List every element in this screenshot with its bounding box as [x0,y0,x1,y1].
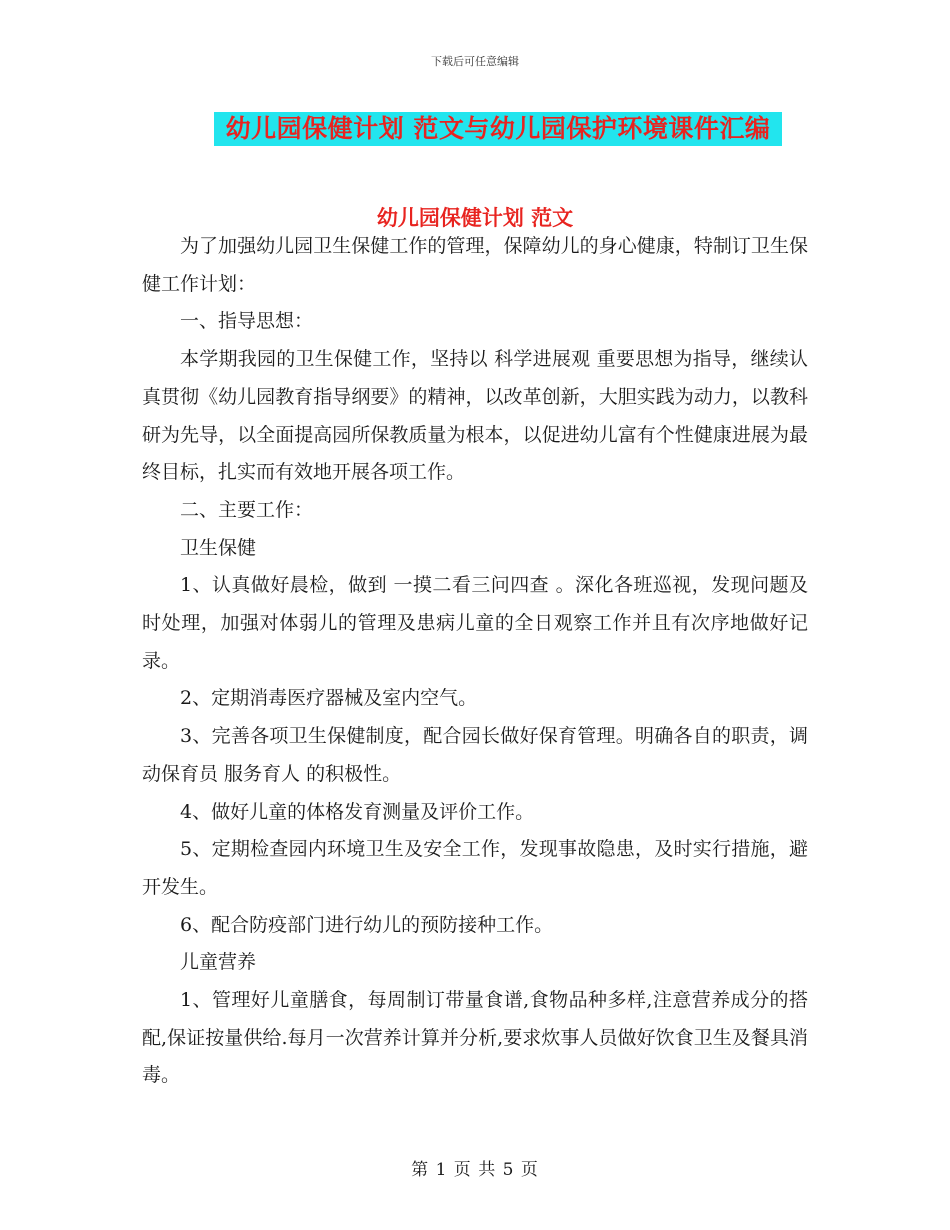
paragraph: 3、完善各项卫生保健制度，配合园长做好保育管理。明确各自的职责，调动保育员 服务育人 的积极性。 [142,725,808,785]
paragraph: 儿童营养 [180,951,257,974]
paragraph: 二、主要工作： [180,498,314,521]
paragraph: 4、做好儿童的体格发育测量及评价工作。 [180,800,535,823]
document-title: 幼儿园保健计划 范文与幼儿园保护环境课件汇编 [214,112,782,146]
page-footer: 第 1 页 共 5 页 [411,1160,539,1180]
section-title: 幼儿园保健计划 范文 [376,205,574,230]
header-note: 下载后可任意编辑 [431,55,519,68]
paragraph: 本学期我园的卫生保健工作，坚持以 科学进展观 重要思想为指导，继续认真贯彻《幼儿园教育指导纲要》的精神，以改革创新，大胆实践为动力，以教科研为先导，以全面提高园所保教质量为根本，以促进幼儿富有个性健康进展为最终目标，扎实而有效地开展各项工作。 [142,348,808,484]
paragraph: 为了加强幼儿园卫生保健工作的管理，保障幼儿的身心健康，特制订卫生保健工作计划： [142,235,808,295]
paragraph: 5、定期检查园内环境卫生及安全工作，发现事故隐患，及时实行措施，避开发生。 [142,838,808,898]
paragraph: 一、指导思想： [180,310,314,333]
paragraph: 6、配合防疫部门进行幼儿的预防接种工作。 [180,913,554,936]
paragraph: 卫生保健 [180,536,257,559]
paragraph: 2、定期消毒医疗器械及室内空气。 [180,687,478,710]
paragraph: 1、管理好儿童膳食，每周制订带量食谱,食物品种多样,注意营养成分的搭配,保证按量供给.每月一次营养计算并分析,要求炊事人员做好饮食卫生及餐具消毒。 [142,989,808,1087]
body-text [142,228,808,1095]
paragraph: 1、认真做好晨检，做到 一摸二看三问四查 。深化各班巡视，发现问题及时处理，加强对体弱儿的管理及患病儿童的全日观察工作并且有次序地做好记录。 [142,574,808,672]
